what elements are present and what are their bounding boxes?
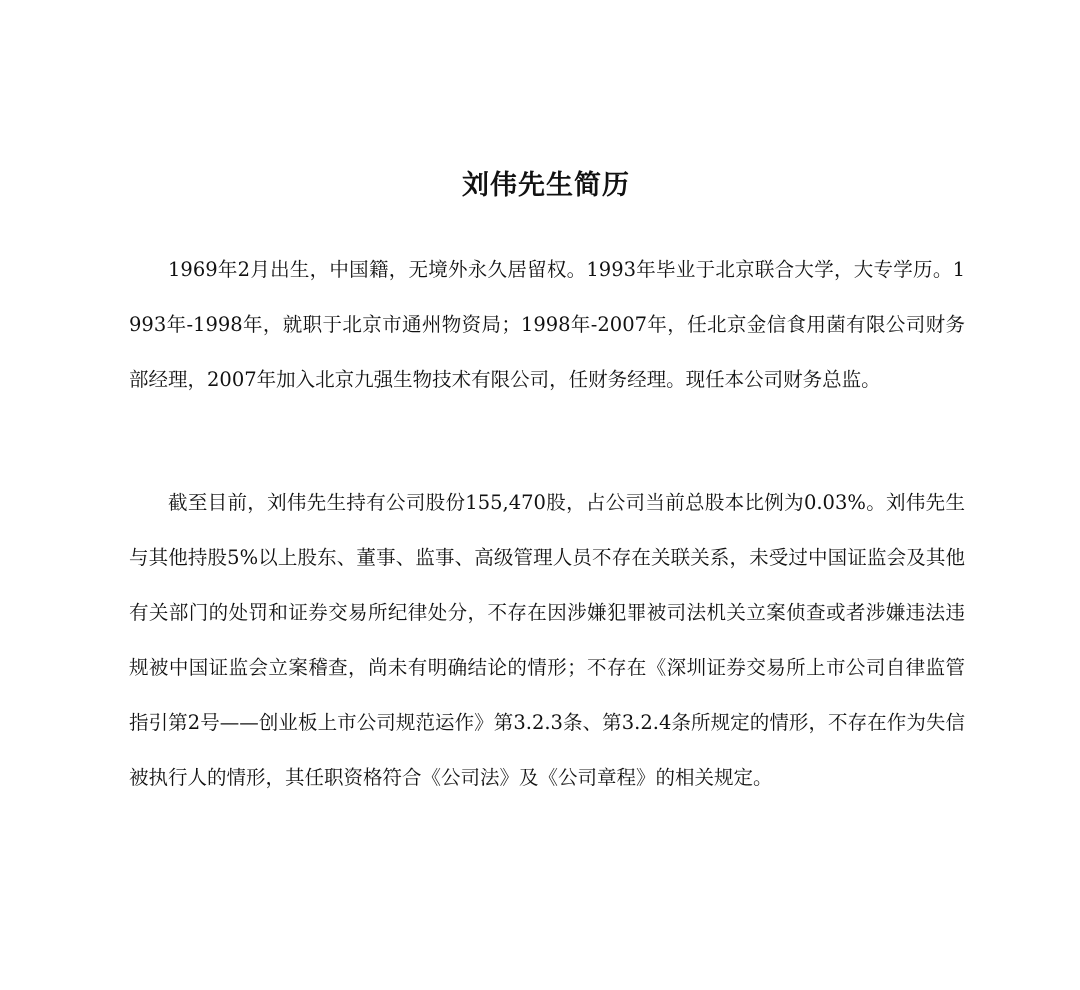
document-title: 刘伟先生简历 xyxy=(462,170,630,201)
resume-paragraph-background: 1969年2月出生，中国籍，无境外永久居留权。1993年毕业于北京联合大学，大专学历。1993年-1998年，就职于北京市通州物资局；1998年-2007年，任北京金信食用菌有限公司财务部经理，2007年加入北京九强生物技术有限公司，任财务经理。现任本公司财务总监。 xyxy=(129,258,965,391)
resume-paragraph-shareholding: 截至目前，刘伟先生持有公司股份155,470股，占公司当前总股本比例为0.03%。刘伟先生与其他持股5%以上股东、董事、监事、高级管理人员不存在关联关系，未受过中国证监会及其他有关部门的处罚和证券交易所纪律处分，不存在因涉嫌犯罪被司法机关立案侦查或者涉嫌违法违规被中国证监会立案稽查，尚未有明确结论的情形；不存在《深圳证券交易所上市公司自律监管指引第2号——创业板上市公司规范运作》第3.2.3条、第3.2.4条所规定的情形，不存在作为失信被执行人的情形，其任职资格符合《公司法》及《公司章程》的相关规定。 xyxy=(129,491,965,789)
